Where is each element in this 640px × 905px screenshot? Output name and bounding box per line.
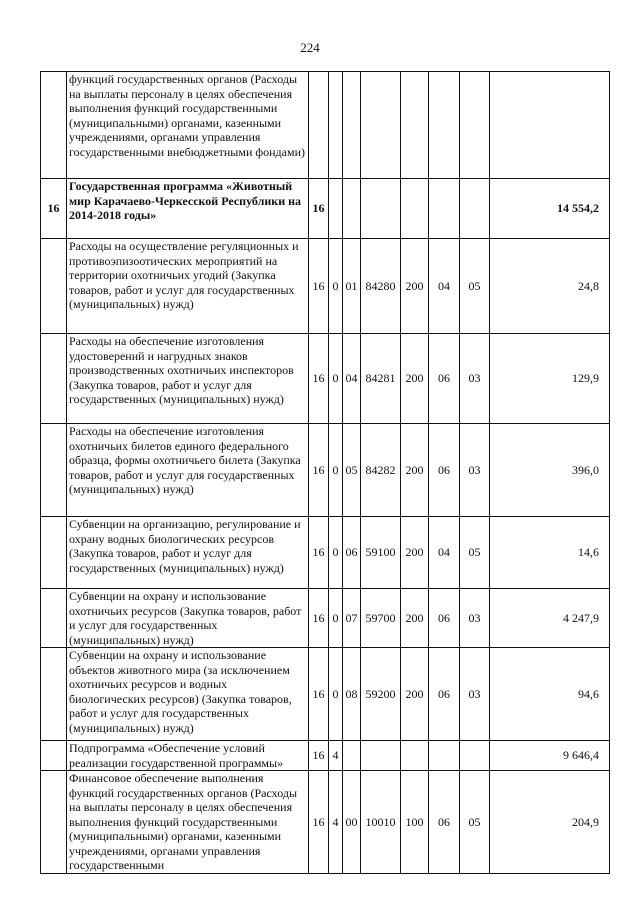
row-index [41,648,67,741]
row-code-c1: 16 [309,179,329,239]
row-amount: 94,6 [490,648,610,741]
row-amount: 9 646,4 [490,741,610,771]
row-code-c3 [343,741,361,771]
row-description: Субвенции на охрану и использование объектов животного мира (за исключением охотничьих ресурсов и водных биологических ресурсов) (Закупка товаров, работ и услуг для государственных (муниципальных) нужд) [67,648,309,741]
row-code-c6 [429,179,460,239]
table-row [41,179,610,239]
row-code-c4: 84280 [361,239,401,334]
row-code-c5: 200 [401,589,429,648]
row-code-c6 [429,741,460,771]
row-code-c6: 06 [429,648,460,741]
row-code-c1 [309,72,329,179]
row-code-c6: 06 [429,771,460,874]
row-code-c3: 04 [343,334,361,424]
row-code-c5: 200 [401,334,429,424]
table-row [41,424,610,517]
row-index [41,589,67,648]
row-code-c2: 0 [329,589,343,648]
row-code-c3 [343,72,361,179]
page-number: 224 [300,40,320,55]
row-index [41,72,67,179]
row-code-c3: 05 [343,424,361,517]
table-body [41,72,610,874]
row-code-c4: 10010 [361,771,401,874]
row-code-c7 [460,741,490,771]
row-code-c3: 00 [343,771,361,874]
row-code-c1: 16 [309,334,329,424]
row-code-c2: 4 [329,741,343,771]
row-code-c2: 0 [329,239,343,334]
row-code-c2: 0 [329,334,343,424]
row-code-c3: 06 [343,517,361,589]
row-description: Расходы на обеспечение изготовления охотничьих билетов единого федерального образца, формы охотничьего билета (Закупка товаров, работ и услуг для государственных (муниципальных) нужд) [67,424,309,517]
table-row [41,334,610,424]
row-code-c4: 59700 [361,589,401,648]
row-code-c2: 0 [329,517,343,589]
row-description: Расходы на осуществление регуляционных и противоэпизоотических мероприятий на территории охотничьих угодий (Закупка товаров, работ и услуг для государственных (муниципальных) нужд) [67,239,309,334]
row-code-c7: 03 [460,648,490,741]
row-index [41,741,67,771]
row-code-c4: 84281 [361,334,401,424]
row-code-c3 [343,179,361,239]
row-code-c7: 05 [460,517,490,589]
row-code-c4 [361,179,401,239]
row-code-c6: 06 [429,424,460,517]
row-code-c7: 03 [460,334,490,424]
row-code-c7: 03 [460,589,490,648]
row-amount: 14 554,2 [490,179,610,239]
row-index [41,517,67,589]
row-code-c2 [329,72,343,179]
row-amount: 4 247,9 [490,589,610,648]
row-index [41,334,67,424]
row-description: Государственная программа «Животный мир Карачаево-Черкесской Республики на 2014-2018 годы» [67,179,309,239]
row-description: Субвенции на организацию, регулирование и охрану водных биологических ресурсов (Закупка товаров, работ и услуг для государственных (муниципальных) нужд) [67,517,309,589]
row-code-c1: 16 [309,648,329,741]
table-row [41,589,610,648]
row-index [41,771,67,874]
row-code-c7: 05 [460,771,490,874]
row-code-c5 [401,179,429,239]
row-code-c2: 0 [329,424,343,517]
table-row [41,648,610,741]
row-amount: 24,8 [490,239,610,334]
row-index [41,239,67,334]
row-code-c6: 06 [429,334,460,424]
row-code-c5: 200 [401,648,429,741]
row-code-c1: 16 [309,517,329,589]
row-code-c4: 84282 [361,424,401,517]
row-code-c3: 07 [343,589,361,648]
row-index [41,424,67,517]
row-description: Финансовое обеспечение выполнения функций государственных органов (Расходы на выплаты персоналу в целях обеспечения выполнения функций государственными (муниципальными) органами, казенными учреждениями, органами управления государственными [67,771,309,874]
table-row [41,741,610,771]
row-code-c1: 16 [309,771,329,874]
row-amount [490,72,610,179]
table-row [41,771,610,874]
table-row [41,517,610,589]
row-description: Подпрограмма «Обеспечение условий реализации государственной программы» [67,741,309,771]
row-code-c1: 16 [309,741,329,771]
row-code-c6: 04 [429,239,460,334]
row-code-c1: 16 [309,424,329,517]
row-description: Расходы на обеспечение изготовления удостоверений и нагрудных знаков производственных охотничьих инспекторов (Закупка товаров, работ и услуг для государственных (муниципальных) нужд) [67,334,309,424]
row-code-c5: 200 [401,239,429,334]
table-row [41,72,610,179]
row-amount: 396,0 [490,424,610,517]
row-code-c2: 0 [329,648,343,741]
row-amount: 14,6 [490,517,610,589]
table-row [41,239,610,334]
row-code-c6: 06 [429,589,460,648]
row-code-c5: 200 [401,424,429,517]
row-code-c1: 16 [309,239,329,334]
row-code-c4: 59100 [361,517,401,589]
row-code-c4: 59200 [361,648,401,741]
row-code-c5 [401,741,429,771]
row-code-c6: 04 [429,517,460,589]
row-code-c4 [361,741,401,771]
row-code-c7: 05 [460,239,490,334]
row-description: Субвенции на охрану и использование охотничьих ресурсов (Закупка товаров, работ и услуг для государственных (муниципальных) нужд) [67,589,309,648]
row-code-c3: 08 [343,648,361,741]
row-code-c7 [460,179,490,239]
row-code-c2: 4 [329,771,343,874]
row-code-c2 [329,179,343,239]
row-index: 16 [41,179,67,239]
row-code-c5 [401,72,429,179]
row-code-c4 [361,72,401,179]
row-code-c5: 200 [401,517,429,589]
row-code-c6 [429,72,460,179]
row-code-c7 [460,72,490,179]
row-code-c5: 100 [401,771,429,874]
row-code-c7: 03 [460,424,490,517]
row-code-c1: 16 [309,589,329,648]
budget-table [40,71,610,874]
row-amount: 129,9 [490,334,610,424]
row-description: функций государственных органов (Расходы на выплаты персоналу в целях обеспечения выполнения функций государственными (муниципальными) органами, казенными учреждениями, органами управления государственными внебюджетными фондами) [67,72,309,179]
row-amount: 204,9 [490,771,610,874]
row-code-c3: 01 [343,239,361,334]
